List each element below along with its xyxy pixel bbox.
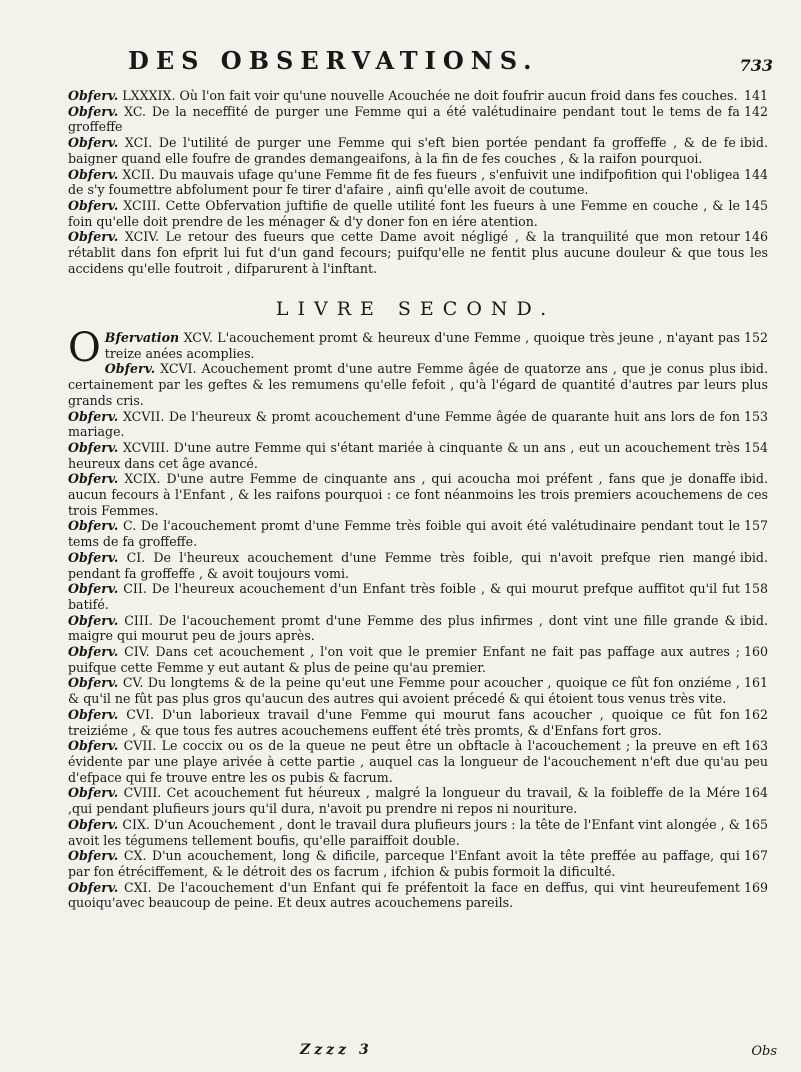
entry-text: XCIII. Cette Obfervation juftifie de quelle utilité font les fueurs à une Femme en couche , & le foin qu'elle doit prendre de les ménager & d'y doner fon en iére atention.: [68, 197, 740, 229]
entry-page-ref: ibid.: [739, 471, 768, 487]
observation-entry: [68, 880, 768, 911]
observation-entry: [68, 440, 768, 471]
drop-cap: O: [68, 325, 101, 371]
entry-text: XCIV. Le retour des fueurs que cette Dame avoit négligé , & la tranquilité que mon retour rétablit dans fon efprit lui fut d'un gand fecours; puifqu'elle ne fentit plus aucune douleur & que tous les accidens qu'elle foutroit , difparurent à l'inftant.: [68, 229, 768, 276]
entry-label: Obferv.: [68, 549, 119, 565]
observation-entries: [68, 361, 768, 911]
entry-label: Obferv.: [68, 518, 119, 534]
observation-entry: [68, 785, 768, 816]
entry-page-ref: 145: [743, 197, 768, 213]
observation-entry: [68, 409, 768, 440]
book-title: LIVRE SECOND.: [275, 298, 556, 320]
observation-entry: [68, 644, 768, 675]
entry-text: C. De l'acouchement promt d'une Femme très foible qui avoit été valétudinaire pendant tout le tems de fa groffeffe.: [68, 518, 740, 550]
entry-page-ref: 144: [743, 166, 768, 182]
entry-label: Obferv.: [68, 166, 119, 182]
entry-label: Obferv.: [68, 879, 119, 895]
entry-text: XCI. De l'utilité de purger une Femme qui s'eft bien portée pendant fa groffeffe , & de fe baigner quand elle foufre de grandes demangeaifons, à la fin de fes couches , & la raifon pourquoi.: [68, 135, 736, 166]
observations-list-second-book: [68, 325, 768, 911]
entry-text: CII. De l'heureux acouchement d'un Enfant très foible , & qui mourut prefque auffitot qu'il fut batifé.: [68, 581, 740, 612]
observation-entry: [68, 167, 768, 198]
entry-page-ref: ibid.: [739, 612, 768, 628]
entry-text: XCVI. Acouchement promt d'une autre Femme âgée de quatorze ans , que je conus plus certainement par les geftes & les remumens qu'elle fefoit , qu'à l'égard de quantité d'autres par leurs plus grands cris.: [68, 361, 768, 408]
entry-page-ref: 152: [743, 330, 768, 345]
entry-label: Obferv.: [68, 88, 119, 103]
entry-page-ref: 142: [743, 103, 768, 119]
entry-label: Obferv.: [68, 644, 119, 660]
entry-page-ref: 161: [743, 675, 768, 691]
entry-text: XCII. Du mauvais ufage qu'une Femme fit de fes fueurs , s'enfuivit une indifpofition qui l'obligea de s'y foumettre abfolument pour fe tirer d'afaire , ainfi qu'elle avoit de coutume.: [68, 166, 740, 198]
observation-entry: [68, 675, 768, 706]
observations-list-top: [68, 88, 768, 276]
entry-label: Obferv.: [68, 197, 119, 213]
entry-label: Obferv.: [104, 361, 156, 377]
entry-label: Obferv.: [68, 785, 119, 801]
observation-entry: [68, 361, 768, 408]
entry-text: CIII. De l'acouchement promt d'une Femme des plus infirmes , dont vint une fille grande & maigre qui mourut peu de jours après.: [68, 612, 736, 644]
entry-label: Obferv.: [68, 103, 119, 119]
entry-text: CX. D'un acouchement, long & dificile, parceque l'Enfant avoit la tête preffée au paffage, qui par fon étréciffement, & le détroit des os facrum , ifchion & pubis formoit la dificulté.: [68, 848, 740, 879]
entry-text: CI. De l'heureux acouchement d'une Femme très foible, qui n'avoit prefque rien mangé pendant fa groffeffe , & avoit toujours vomi.: [68, 549, 736, 581]
entry-page-ref: 160: [743, 644, 768, 660]
observation-entry: [68, 707, 768, 738]
entry-page-ref: 157: [743, 518, 768, 534]
entry-label: Bfervation: [104, 330, 180, 345]
entry-page-ref: 165: [743, 816, 768, 832]
entry-page-ref: 169: [743, 879, 768, 895]
observation-entry: [68, 229, 768, 276]
entry-text: XC. De la neceffité de purger une Femme qui a été valétudinaire pendant tout le tems de fa groffeffe: [68, 103, 740, 135]
entry-label: Obferv.: [68, 229, 119, 245]
entry-page-ref: ibid.: [739, 135, 768, 151]
entry-text: XCV. L'acouchement promt & heureux d'une Femme , quoique très jeune , n'ayant pas treize anées acomplies.: [104, 330, 740, 361]
entry-text: CXI. De l'acouchement d'un Enfant qui fe préfentoit la face en deffus, qui vint heureufement quoiqu'avec beaucoup de peine. Et deux autres acouchemens pareils.: [68, 879, 740, 911]
entry-text: CIX. D'un Acouchement , dont le travail dura plufieurs jours : la tête de l'Enfant vint alongée , & avoit les tégumens tellement boufis, qu'elle paraiffoit double.: [68, 816, 740, 848]
entry-label: Obferv.: [68, 675, 119, 691]
entry-page-ref: 146: [743, 229, 768, 245]
running-title: DES OBSERVATIONS.: [128, 46, 539, 75]
page-number: 733: [739, 56, 773, 75]
entry-text: XCIX. D'une autre Femme de cinquante ans , qui acoucha moi préfent , fans que je donaffe aucun fecours à l'Enfant , & les raifons pourquoi : ce font néanmoins les trois premiers acouchemens de ces trois Femmes.: [68, 471, 768, 518]
entry-page-ref: 164: [743, 785, 768, 801]
entry-page-ref: ibid.: [739, 361, 768, 377]
observation-entry: [68, 518, 768, 549]
entry-label: Obferv.: [68, 706, 119, 722]
entry-label: Obferv.: [68, 581, 119, 597]
entry-label: Obferv.: [68, 612, 119, 628]
entry-text: LXXXIX. Où l'on fait voir qu'une nouvelle Acouchée ne doit foufrir aucun froid dans fes couches.: [122, 88, 738, 103]
entry-text: CVI. D'un laborieux travail d'une Femme qui mourut fans acoucher , quoique ce fût fon treiziéme , & que tous fes autres acouchemens euffent été très promts, & d'Enfans fort gros.: [68, 706, 740, 738]
entry-text: XCVIII. D'une autre Femme qui s'étant mariée à cinquante & un ans , eut un acouchement très heureux dans cet âge avancé.: [68, 439, 740, 471]
entry-page-ref: ibid.: [739, 549, 768, 565]
entry-label: Obferv.: [68, 135, 119, 151]
observation-entry: [68, 88, 768, 104]
entry-page-ref: 154: [743, 439, 768, 455]
entry-label: Obferv.: [68, 816, 119, 832]
entry-page-ref: 141: [743, 88, 768, 103]
observation-entry: [68, 581, 768, 612]
observation-entry: [68, 198, 768, 229]
entry-label: Obferv.: [68, 408, 119, 424]
signature-mark: Zzzz 3: [300, 1042, 373, 1058]
entry-page-ref: 158: [743, 581, 768, 597]
entry-label: Obferv.: [68, 439, 119, 455]
observation-entry: [68, 817, 768, 848]
entry-label: Obferv.: [68, 738, 119, 754]
entry-text: CIV. Dans cet acouchement , l'on voit que le premier Enfant ne fait pas paffage aux autres ; puifque cette Femme y eut autant & plus de peine qu'au premier.: [68, 644, 740, 675]
entry-page-ref: 153: [743, 408, 768, 424]
entry-page-ref: 163: [743, 738, 768, 754]
entry-text: CVII. Le coccix ou os de la queue ne peut être un obftacle à l'acouchement ; la preuve en eft évidente par une playe arivée à cette partie , auquel cas la longueur de l'acouchement n'eft due qu'au peu d'efpace qui fe trouve entre les os pubis & facrum.: [68, 738, 768, 785]
entry-text: CVIII. Cet acouchement fut héureux , malgré la longueur du travail, & la foibleffe de la Mére ,qui pendant plufieurs jours qu'il dura, n'avoit pu prendre ni repos ni nouriture.: [68, 785, 740, 817]
observation-entry: [68, 613, 768, 644]
observation-entry: [68, 104, 768, 135]
observation-entry: [68, 550, 768, 581]
observation-entry: [68, 848, 768, 879]
observation-entry: [68, 135, 768, 166]
entry-text: CV. Du longtems & de la peine qu'eut une Femme pour acoucher , quoique ce fût fon onziéme , & qu'il ne fût pas plus gros qu'aucun des autres qui avoient précedé & qui étoient tous venus très vite.: [68, 675, 740, 707]
observation-entry: [68, 471, 768, 518]
entry-page-ref: 167: [743, 848, 768, 864]
entry-page-ref: 162: [743, 706, 768, 722]
observation-entry: [68, 738, 768, 785]
page-header: [0, 46, 801, 86]
entry-label: Obferv.: [68, 848, 119, 864]
catchword: Obs: [751, 1044, 777, 1059]
entry-text: XCVII. De l'heureux & promt acouchement d'une Femme âgée de quarante huit ans lors de fon mariage.: [68, 408, 740, 440]
entry-label: Obferv.: [68, 471, 119, 487]
